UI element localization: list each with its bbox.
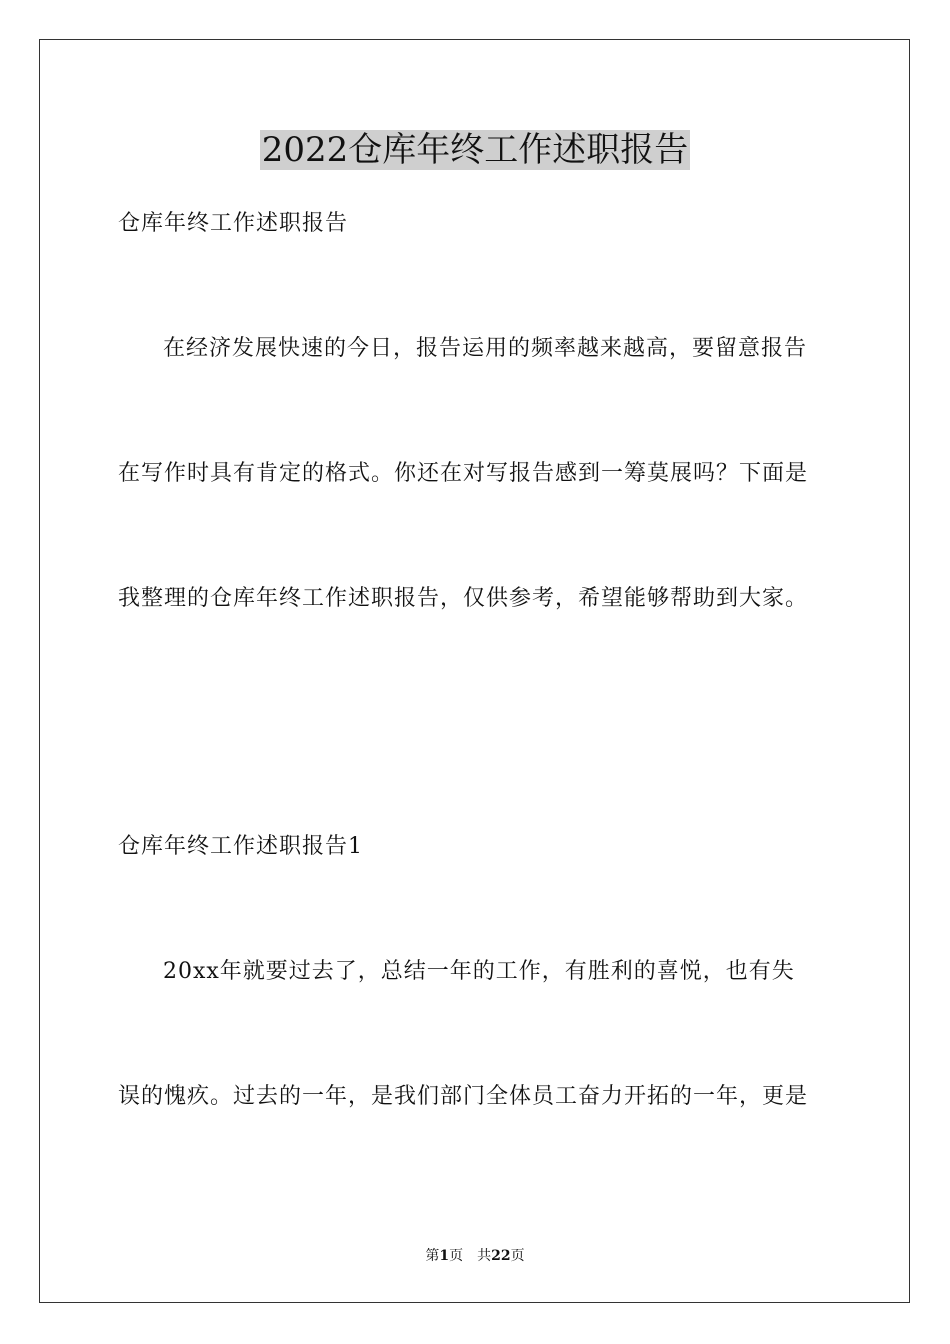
- section-1-line-1: 20xx年就要过去了，总结一年的工作，有胜利的喜悦，也有失: [163, 959, 795, 984]
- page-footer: [0, 1247, 950, 1265]
- page-label-unit: 页: [449, 1248, 464, 1264]
- document-title: [0, 128, 950, 172]
- section-1-line-2: 误的愧疚。过去的一年，是我们部门全体员工奋力开拓的一年，更是: [118, 1084, 809, 1109]
- current-page-number: 1: [439, 1248, 450, 1264]
- total-page-count: 22: [491, 1248, 511, 1264]
- intro-line-2: 在写作时具有肯定的格式。你还在对写报告感到一筹莫展吗？下面是: [118, 461, 809, 486]
- total-label-unit: 页: [510, 1248, 525, 1264]
- document-subtitle: 仓库年终工作述职报告: [118, 211, 349, 236]
- page-label-prefix: 第: [425, 1248, 440, 1264]
- total-label-prefix: 共: [477, 1248, 492, 1264]
- intro-line-3: 我整理的仓库年终工作述职报告，仅供参考，希望能够帮助到大家。: [118, 586, 809, 611]
- section-1-heading: 仓库年终工作述职报告1: [118, 834, 363, 859]
- document-title-text: 2022仓库年终工作述职报告: [261, 130, 689, 170]
- intro-line-1: 在经济发展快速的今日，报告运用的频率越来越高，要留意报告: [163, 336, 808, 361]
